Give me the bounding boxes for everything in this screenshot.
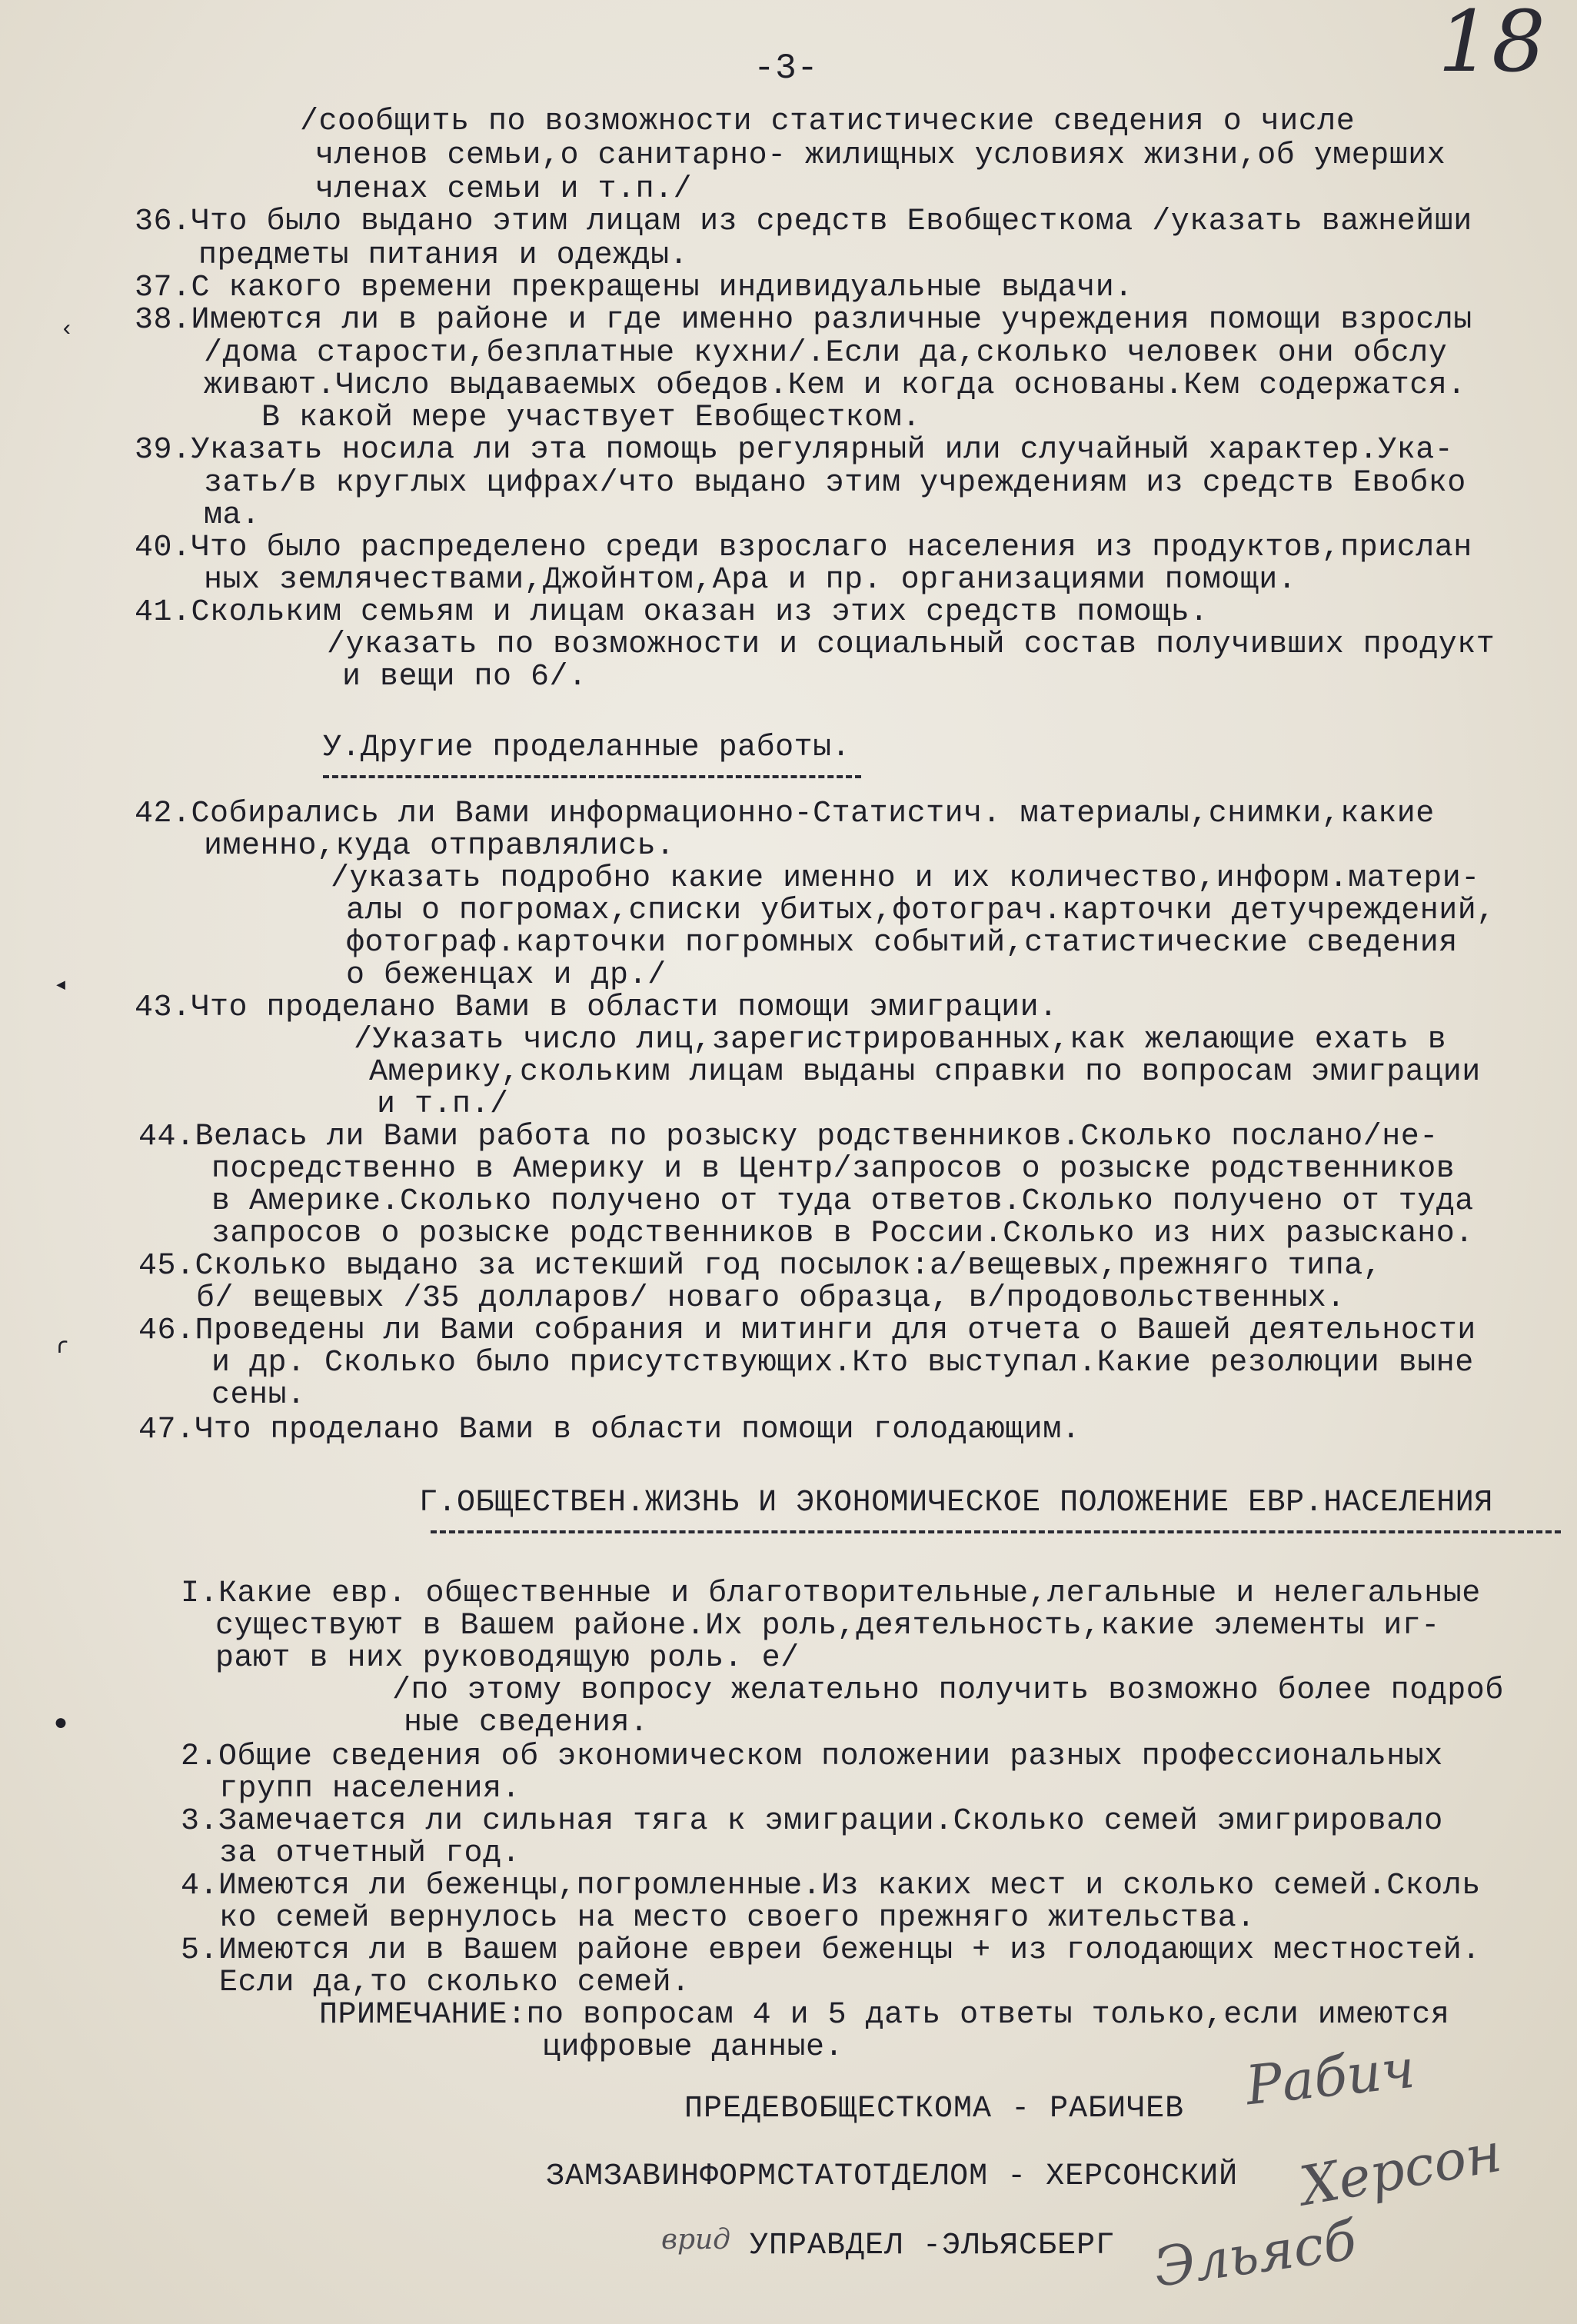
- text-line: членов семьи,о санитарно- жилищных условиях жизни,об умерших: [315, 138, 1446, 173]
- text-line: и вещи по 6/.: [342, 660, 587, 694]
- text-line: 3.Замечается ли сильная тяга к эмиграции.Сколько семей эмигрировало: [181, 1804, 1443, 1839]
- signature-rabichev: Рабич: [1243, 2036, 1418, 2118]
- text-line: 45.Сколько выдано за истекший год посылок:а/вещевых,прежняго типа,: [138, 1249, 1382, 1284]
- text-line: алы о погромах,списки убитых,фотограч.карточки детучреждений,: [346, 894, 1495, 928]
- signature-khersonsky: Херсон: [1295, 2120, 1506, 2219]
- handwritten-prefix: врид: [661, 2224, 730, 2256]
- signer-deputy: ЗАМЗАВИНФОРМСТАТОТДЕЛОМ - ХЕРСОНСКИЙ: [546, 2159, 1239, 2194]
- text-line: фотограф.карточки погромных событий,статистические сведения: [346, 926, 1458, 961]
- section-heading: У.Другие проделанные работы.: [323, 731, 851, 765]
- text-line: сены.: [211, 1378, 306, 1413]
- text-line: рают в них руководящую роль. е/: [215, 1641, 800, 1676]
- signer-chairman: ПРЕДЕВОБЩЕСТКОМА - РАБИЧЕВ: [684, 2092, 1185, 2126]
- text-line: В какой мере участвует Евобщестком.: [261, 401, 921, 435]
- text-line: ные сведения.: [404, 1706, 649, 1740]
- text-line: о беженцах и др./: [346, 958, 667, 993]
- text-line: I.Какие евр. общественные и благотворительные,легальные и нелегальные: [181, 1577, 1481, 1611]
- text-line: /указать подробно какие именно и их количество,информ.матери-: [331, 861, 1480, 896]
- margin-mark: ◂: [54, 973, 68, 999]
- signer-manager: УПРАВДЕЛ -ЭЛЬЯСБЕРГ: [750, 2229, 1116, 2263]
- text-line: 37.С какого времени прекращены индивидуальные выдачи.: [135, 271, 1133, 305]
- text-line: 42.Собирались ли Вами информационно-Статистич. материалы,снимки,какие: [135, 797, 1435, 831]
- text-line: за отчетный год.: [219, 1836, 521, 1871]
- text-line: 44.Велась ли Вами работа по розыску родственников.Сколько послано/не-: [138, 1120, 1439, 1154]
- text-line: 46.Проведены ли Вами собрания и митинги для отчета о Вашей деятельности: [138, 1313, 1476, 1348]
- text-line: 41.Скольким семьям и лицам оказан из этих средств помощь.: [135, 595, 1209, 630]
- archive-number: 18: [1438, 0, 1545, 91]
- text-line: именно,куда отправлялись.: [204, 829, 675, 864]
- text-line: /сообщить по возможности статистические сведения о числе: [300, 105, 1356, 139]
- text-line: и т.п./: [377, 1087, 509, 1122]
- text-line: /по этому вопросу желательно получить возможно более подроб: [392, 1673, 1504, 1708]
- text-line: 4.Имеются ли беженцы,погромленные.Из каких мест и сколько семей.Сколь: [181, 1869, 1481, 1903]
- text-line: 40.Что было распределено среди взрослаго населения из продуктов,прислан: [135, 531, 1472, 565]
- text-line: Если да,то сколько семей.: [219, 1966, 690, 2000]
- text-line: б/ вещевых /35 долларов/ новаго образца, в/продовольственных.: [196, 1281, 1346, 1316]
- text-line: 43.Что проделано Вами в области помощи эмиграции.: [135, 991, 1058, 1025]
- text-line: живают.Число выдаваемых обедов.Кем и когда основаны.Кем содержатся.: [204, 368, 1466, 403]
- signature-elyasberg: Эльясб: [1149, 2208, 1360, 2300]
- text-line: /Указать число лиц,зарегистрированных,как желающие ехать в: [354, 1023, 1447, 1057]
- text-line: 5.Имеются ли в Вашем районе евреи беженцы + из голодающих местностей.: [181, 1933, 1481, 1968]
- text-line: 39.Указать носила ли эта помощь регулярный или случайный характер.Ука-: [135, 433, 1454, 468]
- text-line: существуют в Вашем районе.Их роль,деятельность,какие элементы иг-: [215, 1609, 1440, 1643]
- text-line: ных землячествами,Джойнтом,Ара и пр. организациями помощи.: [204, 563, 1297, 598]
- text-line: запросов о розыске родственников в России.Сколько из них разыскано.: [211, 1217, 1474, 1251]
- heading-underline: [323, 775, 861, 778]
- text-line: и др. Сколько было присутствующих.Кто выступал.Какие резолюции выне: [211, 1346, 1474, 1380]
- text-line: групп населения.: [219, 1772, 521, 1806]
- text-line: ко семей вернулось на место своего прежняго жительства.: [219, 1901, 1256, 1936]
- text-line: членах семьи и т.п./: [315, 172, 693, 207]
- text-line: ПРИМЕЧАНИЕ:по вопросам 4 и 5 дать ответы только,если имеются: [319, 1998, 1450, 2033]
- margin-mark: ●: [54, 1711, 68, 1737]
- text-line: 38.Имеются ли в районе и где именно различные учреждения помощи взрослы: [135, 303, 1472, 338]
- text-line: посредственно в Америку и в Центр/запросов о розыске родственников: [211, 1152, 1456, 1187]
- margin-mark: ‹: [60, 317, 75, 343]
- text-line: /указать по возможности и социальный состав получивших продукт: [327, 628, 1495, 662]
- text-line: цифровые данные.: [542, 2030, 844, 2065]
- text-line: предметы питания и одежды.: [198, 238, 689, 273]
- page-number: -3-: [754, 48, 819, 88]
- text-line: в Америке.Сколько получено от туда ответов.Сколько получено от туда: [211, 1184, 1474, 1219]
- text-line: ма.: [204, 498, 261, 533]
- text-line: 36.Что было выдано этим лицам из средств Евобщесткома /указать важнейши: [135, 205, 1472, 239]
- heading-underline: [431, 1530, 1561, 1533]
- text-line: 2.Общие сведения об экономическом положении разных профессиональных: [181, 1740, 1443, 1774]
- text-line: зать/в круглых цифрах/что выдано этим учреждениям из средств Евобко: [204, 466, 1466, 501]
- text-line: Америку,скольким лицам выданы справки по вопросам эмиграции: [369, 1055, 1481, 1090]
- section-heading: Г.ОБЩЕСТВЕН.ЖИЗНЬ И ЭКОНОМИЧЕСКОЕ ПОЛОЖЕНИЕ ЕВР.НАСЕЛЕНИЯ: [419, 1486, 1493, 1520]
- text-line: /дома старости,безплатные кухни/.Если да,сколько человек они обслу: [204, 336, 1448, 371]
- margin-mark: ɾ: [55, 1334, 70, 1360]
- text-line: 47.Что проделано Вами в области помощи голодающим.: [138, 1413, 1081, 1447]
